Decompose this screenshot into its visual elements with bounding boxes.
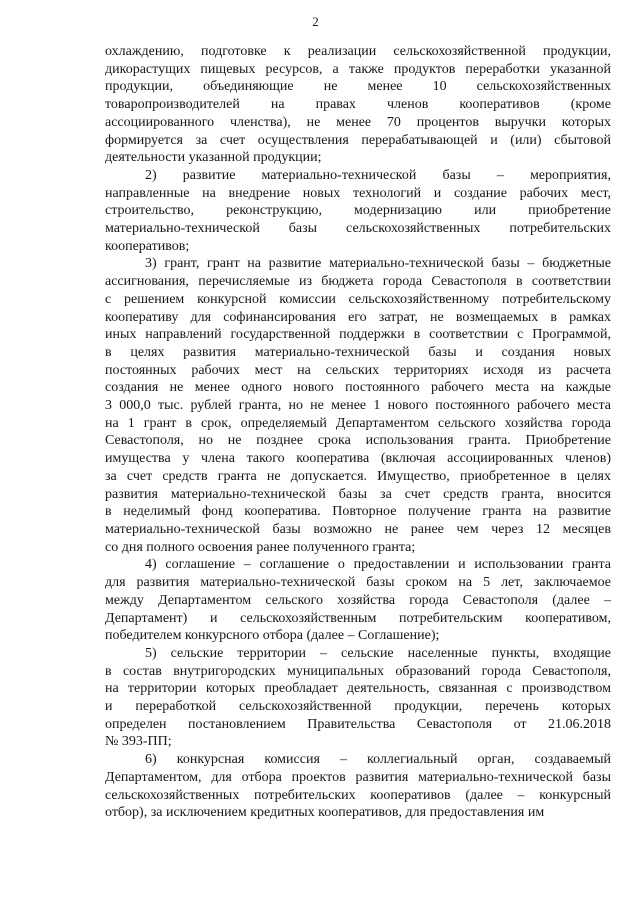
text-line: и переработкой сельскохозяйственной продукции, перечень которых [105,699,611,715]
text-line: ассоциированного членства), не менее 70 процентов выручки которых [105,114,611,130]
paragraph-p6 [105,751,611,822]
document-body [105,43,611,822]
paragraph-p2 [105,167,611,256]
text-line: между Департаментом сельского хозяйства города Севастополя (далее – [105,592,611,608]
text-line: создания не менее одного нового постоянного рабочего места на каждые [105,380,611,396]
text-line: формируется за счет осуществления перерабатывающей и (или) сбытовой [105,132,611,148]
text-line: имущества у члена такого кооператива (включая ассоциированных членов) [105,451,611,467]
text-line: Департаментом, для отбора проектов развития материально-технической базы [105,769,611,785]
text-line: материально-технической базы сельскохозяйственных потребительских [105,221,611,237]
text-line: развития материально-технической базы за счет средств гранта, вносится [105,486,611,502]
text-line: Севастополя, но не позднее срока использования гранта. Приобретение [105,433,611,449]
text-line: ассигнования, перечисляемые из бюджета города Севастополя в соответствии [105,274,611,290]
text-line: сельскохозяйственных потребительских кооперативов (далее – конкурсный [105,787,611,803]
text-line: победителем конкурсного отбора (далее – Соглашение); [105,628,440,644]
text-line: кооперативу для софинансирования его затрат, не возмещаемых в рамках [105,309,611,325]
text-line: продукции, объединяющие не менее 10 сельскохозяйственных [105,79,611,95]
text-line: кооперативов; [105,238,190,254]
text-line: отбор), за исключением кредитных кооперативов, для предоставления им [105,805,545,821]
text-line: со дня полного освоения ранее полученного гранта; [105,539,416,555]
text-line: строительство, реконструкцию, модернизацию или приобретение [105,203,611,219]
text-line: за счет средств гранта не допускается. Имущество, приобретенное в целях [105,468,611,484]
text-line: 3) грант, грант на развитие материально-технической базы – бюджетные [145,256,611,272]
text-line: определен постановлением Правительства Севастополя от 21.06.2018 [105,716,611,732]
text-line: 5) сельские территории – сельские населенные пункты, входящие [145,645,611,661]
text-line: материально-технической базы возможно не ранее чем через 12 месяцев [105,521,611,537]
text-line: для развития материально-технической базы сроком на 5 лет, заключаемое [105,575,611,591]
text-line: в состав внутригородских муниципальных образований города Севастополя, [105,663,611,679]
text-line: в целях развития материально-технической базы и создания новых [105,344,611,360]
text-line: № 393-ПП; [105,734,172,750]
text-line: с решением конкурсной комиссии сельскохозяйственному потребительскому [105,291,611,307]
text-line: иных направлений государственной поддержки в соответствии с Программой, [105,327,611,343]
text-line: товаропроизводителей на правах членов кооперативов (кроме [105,97,611,113]
paragraph-p5 [105,645,611,751]
text-line: в неделимый фонд кооператива. Повторное получение гранта на развитие [105,504,611,520]
text-line: Департамент) и сельскохозяйственным потребительским кооперативом, [105,610,611,626]
text-line: 3 000,0 тыс. рублей гранта, но не менее 1 нового постоянного рабочего места [105,398,611,414]
text-line: охлаждению, подготовке к реализации сельскохозяйственной продукции, [105,44,611,59]
text-line: направленные на внедрение новых технологий и создание рабочих мест, [105,185,611,201]
paragraph-cont [105,43,611,167]
text-line: на территории которых преобладает деятельность, связанная с производством [105,681,611,697]
text-line: постоянных рабочих мест на сельских территориях исходя из расчета [105,362,611,378]
page-number: 2 [312,14,319,29]
text-line: 6) конкурсная комиссия – коллегиальный орган, создаваемый [145,752,611,768]
text-line: дикорастущих пищевых ресурсов, а также продуктов переработки указанной [105,61,611,77]
paragraph-p3 [105,255,611,556]
text-line: 4) соглашение – соглашение о предоставлении и использовании гранта [145,557,611,573]
text-line: деятельности указанной продукции; [105,150,322,166]
text-line: 2) развитие материально-технической базы – мероприятия, [145,167,611,183]
paragraph-p4 [105,556,611,645]
text-line: на 1 грант в срок, определяемый Департаментом сельского хозяйства города [105,415,611,431]
